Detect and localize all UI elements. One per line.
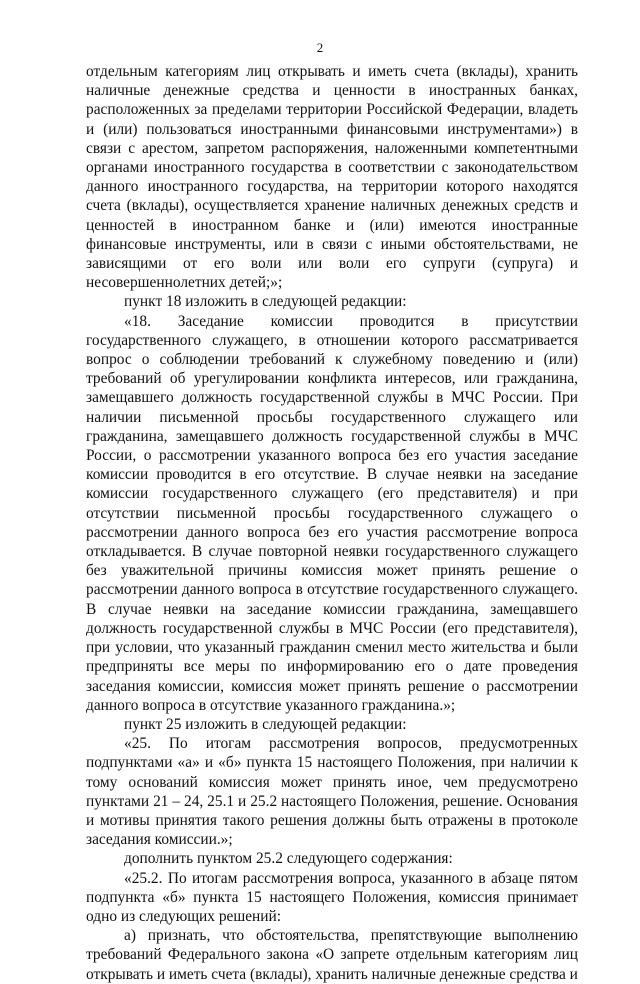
paragraph-item-18: «18. Заседание комиссии проводится в присутствии государственного служащего, в отношении которого рассматривается вопрос о соблюдении требований к служебному поведению и (или) требований об урегулировании конфликта интересов, или гражданина, замещавшего должность государственной службы в МЧС России. При наличии письменной просьбы государственного служащего или гражданина, замещавшего должность государственной службы в МЧС России, о рассмотрении указанного вопроса без его участия заседание комиссии проводится в его отсутствие. В случае неявки на заседание комиссии государственного служащего (его представителя) и при отсутствии письменной просьбы государственного служащего о рассмотрении данного вопроса без его участия рассмотрение вопроса откладывается. В случае повторной неявки государственного служащего без уважительной причины комиссия может принять решение о рассмотрении данного вопроса в отсутствие государственного служащего. В случае неявки на заседание комиссии гражданина, замещавшего должность государственной службы в МЧС России (его представителя), при условии, что указанный гражданин сменил место жительства и были предприняты все меры по информированию его о дате проведения заседания комиссии, комиссия может принять решение о рассмотрении данного вопроса в отсутствие указанного гражданина.»; bbox=[86, 312, 578, 714]
paragraph-item-25: «25. По итогам рассмотрения вопросов, предусмотренных подпунктами «а» и «б» пункта 15 настоящего Положения, при наличии к тому оснований комиссия может принять иное, чем предусмотрено пунктами 21 – 24, 25.1 и 25.2 настоящего Положения, решение. Основания и мотивы принятия такого решения должны быть отражены в протоколе заседания комиссии.»; bbox=[86, 735, 578, 849]
paragraph-continuation: отдельным категориям лиц открывать и иметь счета (вклады), хранить наличные денежные средства и ценности в иностранных банках, расположенных за пределами территории Российской Федерации, владеть и (или) пользоваться иностранными финансовыми инструментами») в связи с арестом, запретом распоряжения, наложенными компетентными органами иностранного государства в соответствии с законодательством данного иностранного государства, на территории которого находятся счета (вклады), осуществляется хранение наличных денежных средств и ценностей в иностранном банке и (или) имеются иностранные финансовые инструменты, или в связи с иными обстоятельствами, не зависящими от его воли или воли его супруги (супруга) и несовершеннолетних детей;»; bbox=[86, 63, 578, 292]
paragraph-subitem-a: а) признать, что обстоятельства, препятствующие выполнению требований Федерального закона «О запрете отдельным категориям лиц открывать и иметь счета (вклады), хранить наличные денежные средства и bbox=[86, 927, 578, 983]
document-body bbox=[86, 62, 578, 984]
paragraph-instruction-25: пункт 25 изложить в следующей редакции: bbox=[124, 715, 407, 733]
paragraph-instruction-25-2: дополнить пунктом 25.2 следующего содержания: bbox=[124, 850, 453, 868]
paragraph-item-25-2: «25.2. По итогам рассмотрения вопроса, указанного в абзаце пятом подпункта «б» пункта 15 настоящего Положения, комиссия принимает одно из следующих решений: bbox=[86, 869, 578, 925]
paragraph-instruction-18: пункт 18 изложить в следующей редакции: bbox=[124, 293, 407, 311]
page-number: 2 bbox=[316, 40, 324, 55]
